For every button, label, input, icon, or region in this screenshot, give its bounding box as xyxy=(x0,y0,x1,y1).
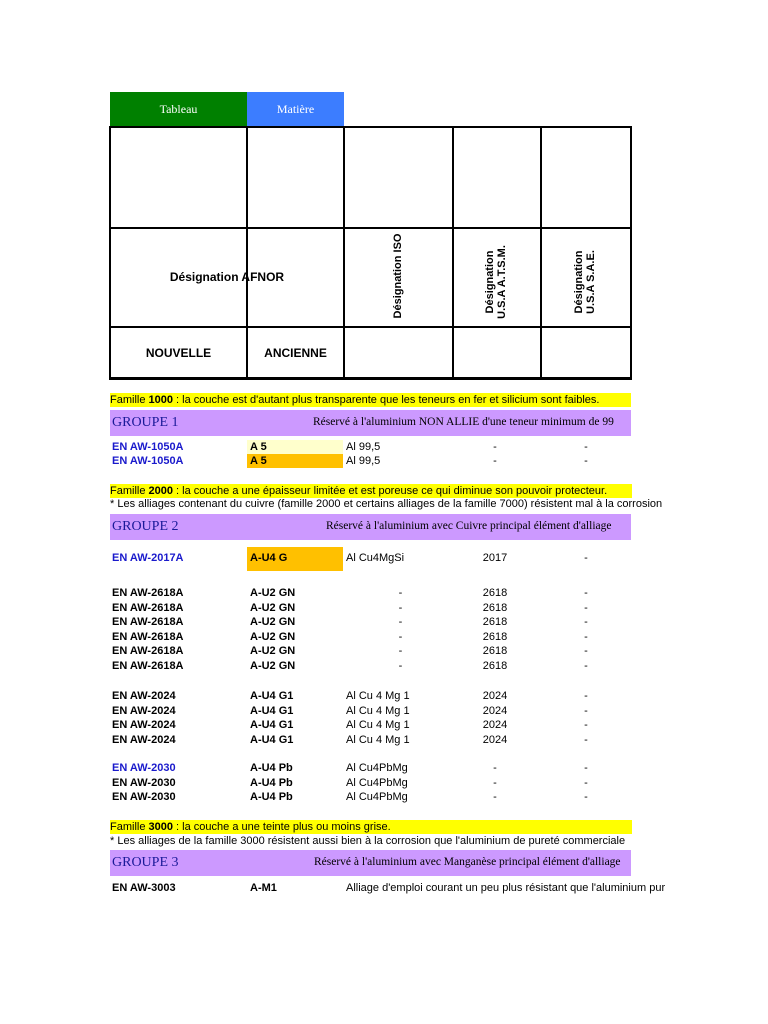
header-iso: Désignation ISO xyxy=(392,233,404,319)
famille-3000-note: Famille 3000 : la couche a une teinte plus ou moins grise. xyxy=(110,820,632,834)
table-row: EN AW-2618A A-U2 GN - 2618 - xyxy=(112,630,588,643)
groupe-1-desc: Réservé à l'aluminium NON ALLIE d'une teneur minimum de 99 xyxy=(313,416,614,428)
groupe-2-name: GROUPE 2 xyxy=(112,519,179,534)
groupe-1-name: GROUPE 1 xyxy=(112,415,179,430)
note-2000: * Les alliages contenant du cuivre (famille 2000 et certains alliages de la famille 7000) résistent mal à la corrosion xyxy=(110,498,663,510)
groupe-3-name: GROUPE 3 xyxy=(112,855,179,870)
famille-1000-note: Famille 1000 : la couche est d'autant plus transparente que les teneurs en fer et silicium sont faibles. xyxy=(110,393,631,407)
table-row: EN AW-2024 A-U4 G1 Al Cu 4 Mg 1 2024 - xyxy=(112,690,588,702)
groupe-1-bar xyxy=(110,410,631,436)
table-row: EN AW-2024 A-U4 G1 Al Cu 4 Mg 1 2024 - xyxy=(112,733,588,746)
table-row: EN AW-2024 A-U4 G1 Al Cu 4 Mg 1 2024 - xyxy=(112,719,588,731)
famille-2000-note: Famille 2000 : la couche a une épaisseur limitée et est poreuse ce qui diminue son pouvoir protecteur. xyxy=(110,484,632,498)
table-row: EN AW-1050A A 5 Al 99,5 - - xyxy=(112,455,588,467)
note-3000: * Les alliages de la famille 3000 résistent aussi bien à la corrosion que l'aluminium de pureté commerciale xyxy=(110,835,626,847)
groupe-2-desc: Réservé à l'aluminium avec Cuivre principal élément d'alliage xyxy=(326,520,612,532)
table-row: EN AW-3003 A-M1 Alliage d'emploi courant un peu plus résistant que l'aluminium pur xyxy=(112,882,666,894)
header-nouvelle: NOUVELLE xyxy=(145,346,212,360)
table-row: EN AW-2618A A-U2 GN - 2618 - xyxy=(112,659,588,672)
header-ancienne: ANCIENNE xyxy=(264,346,327,360)
table-row: EN AW-2030 A-U4 Pb Al Cu4PbMg - - xyxy=(112,791,588,803)
table-row: EN AW-2030 A-U4 Pb Al Cu4PbMg - - xyxy=(112,776,588,789)
header-grid xyxy=(109,126,632,380)
table-row: EN AW-2017A A-U4 G Al Cu4MgSi 2017 - xyxy=(110,547,631,571)
groupe-3-bar xyxy=(110,850,631,876)
tab-matiere[interactable]: Matière xyxy=(247,92,344,126)
table-row: EN AW-2618A A-U2 GN - 2618 - xyxy=(112,645,588,657)
table-row: EN AW-1050A A 5 Al 99,5 - - xyxy=(112,441,588,453)
header-astm: Désignation U.S.A A.T.S.M. xyxy=(484,245,508,319)
table-row: EN AW-2024 A-U4 G1 Al Cu 4 Mg 1 2024 - xyxy=(112,704,588,717)
table-row: EN AW-2618A A-U2 GN - 2618 - xyxy=(112,601,588,614)
groupe-2-bar xyxy=(110,514,631,540)
table-row: EN AW-2030 A-U4 Pb Al Cu4PbMg - - xyxy=(112,762,588,774)
groupe-3-desc: Réservé à l'aluminium avec Manganèse principal élément d'alliage xyxy=(314,856,621,868)
tab-tableau[interactable]: Tableau xyxy=(110,92,247,126)
header-sae: Désignation U.S.A S.A.E. xyxy=(573,250,597,314)
header-afnor: Désignation AFNOR xyxy=(169,270,285,284)
table-row: EN AW-2618A A-U2 GN - 2618 - xyxy=(112,616,588,628)
table-row: EN AW-2618A A-U2 GN - 2618 - xyxy=(112,587,588,599)
